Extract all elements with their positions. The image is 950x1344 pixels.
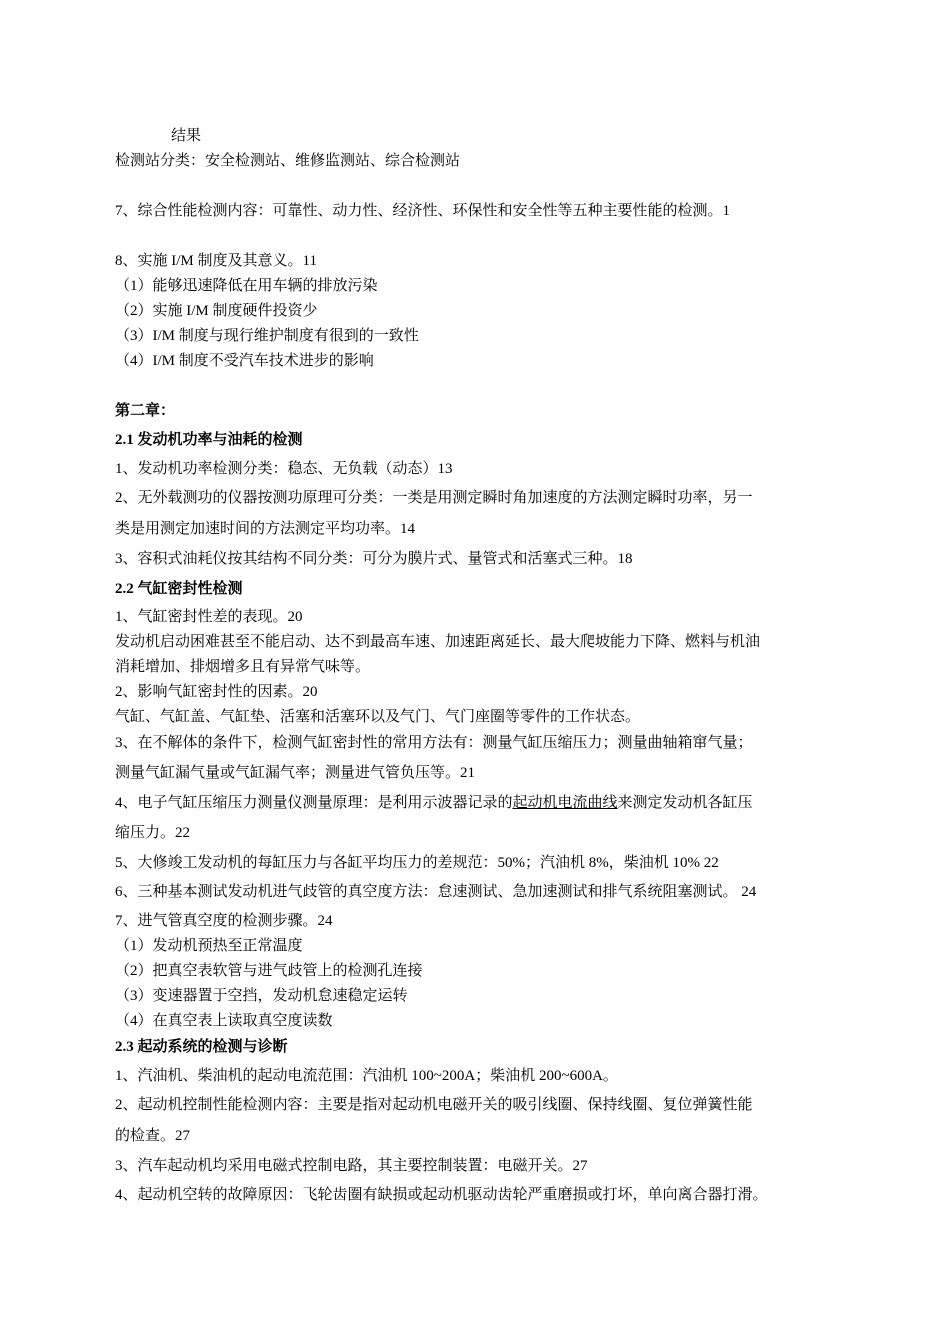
text-line: 发动机启动困难甚至不能启动、达不到最高车速、加速距离延长、最大爬坡能力下降、燃料与机油 <box>115 634 761 650</box>
text-line: 缩压力。22 <box>115 825 191 841</box>
underlined-term: 起动机电流曲线 <box>512 795 618 811</box>
text-line: 类是用测定加速时间的方法测定平均功率。14 <box>115 521 416 537</box>
section-heading: 2.2 气缸密封性检测 <box>115 581 243 597</box>
list-item: （2）把真空表软管与进气歧管上的检测孔连接 <box>115 963 423 979</box>
list-item: （1）能够迅速降低在用车辆的排放污染 <box>115 278 378 294</box>
text-line: 1、汽油机、柴油机的起动电流范围：汽油机 100~200A；柴油机 200~600A。 <box>115 1068 618 1084</box>
list-item: （2）实施 I/M 制度硬件投资少 <box>115 303 318 319</box>
text-line: 6、三种基本测试发动机进气歧管的真空度方法：怠速测试、急加速测试和排气系统阻塞测试。 24 <box>115 884 757 900</box>
section-heading: 2.1 发动机功率与油耗的检测 <box>115 432 303 448</box>
text-line: 1、发动机功率检测分类：稳态、无负载（动态）13 <box>115 461 453 477</box>
list-item: （4）在真空表上读取真空度读数 <box>115 1013 333 1029</box>
text-line: 3、在不解体的条件下，检测气缸密封性的常用方法有：测量气缸压缩压力；测量曲轴箱窜气量； <box>115 735 753 751</box>
text-line: 结果 <box>171 128 202 144</box>
text-line: 2、起动机控制性能检测内容：主要是指对起动机电磁开关的吸引线圈、保持线圈、复位弹簧性能 <box>115 1097 753 1113</box>
list-item: （3）变速器置于空挡，发动机怠速稳定运转 <box>115 988 408 1004</box>
list-item: （3）I/M 制度与现行维护制度有很到的一致性 <box>115 328 419 344</box>
chapter-heading: 第二章： <box>115 403 176 419</box>
text-line: 2、无外载测功的仪器按测功原理可分类：一类是用测定瞬时角加速度的方法测定瞬时功率，另一 <box>115 490 753 506</box>
text-segment: 4、电子气缸压缩压力测量仪测量原理：是利用示波器记录的 <box>115 795 513 811</box>
text-line: 7、综合性能检测内容：可靠性、动力性、经济性、环保性和安全性等五种主要性能的检测。1 <box>115 203 731 219</box>
text-line <box>115 793 753 813</box>
text-line: 1、气缸密封性差的表现。20 <box>115 609 303 625</box>
text-line: 7、进气管真空度的检测步骤。24 <box>115 913 333 929</box>
list-item: （4）I/M 制度不受汽车技术进步的影响 <box>115 353 374 369</box>
text-line: 3、容积式油耗仪按其结构不同分类：可分为膜片式、量管式和活塞式三种。18 <box>115 551 633 567</box>
text-segment: 来测定发动机各缸压 <box>617 795 753 811</box>
section-heading: 2.3 起动系统的检测与诊断 <box>115 1039 288 1055</box>
text-line: 测量气缸漏气量或气缸漏气率；测量进气管负压等。21 <box>115 765 476 781</box>
text-line: 8、实施 I/M 制度及其意义。11 <box>115 253 317 269</box>
text-line: 2、影响气缸密封性的因素。20 <box>115 684 318 700</box>
text-line: 3、汽车起动机均采用电磁式控制电路，其主要控制装置：电磁开关。27 <box>115 1158 588 1174</box>
text-line: 的检查。27 <box>115 1128 191 1144</box>
text-line: 检测站分类：安全检测站、维修监测站、综合检测站 <box>115 153 461 169</box>
text-line: 4、起动机空转的故障原因：飞轮齿圈有缺损或起动机驱动齿轮严重磨损或打坏，单向离合器打滑。 <box>115 1187 768 1203</box>
list-item: （1）发动机预热至正常温度 <box>115 938 303 954</box>
text-line: 消耗增加、排烟增多且有异常气味等。 <box>115 659 371 675</box>
text-line: 气缸、气缸盖、气缸垫、活塞和活塞环以及气门、气门座圈等零件的工作状态。 <box>115 709 641 725</box>
text-line: 5、大修竣工发动机的每缸压力与各缸平均压力的差规范：50%；汽油机 8%，柴油机 10% 22 <box>115 855 719 871</box>
